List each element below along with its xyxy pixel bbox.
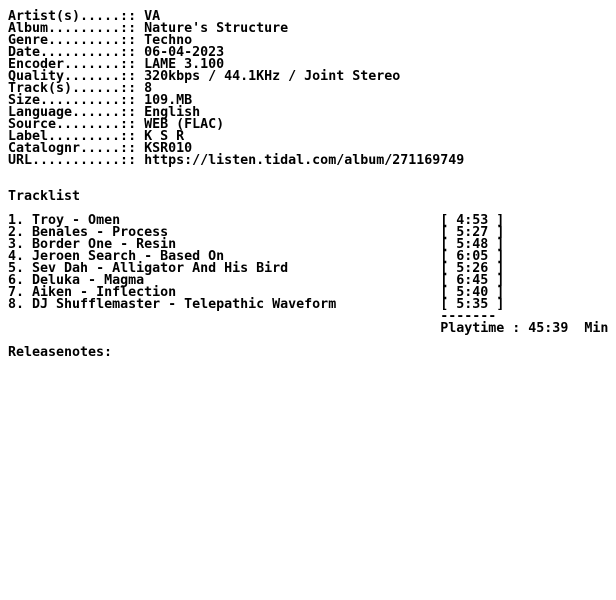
time-bracket-open: [	[440, 213, 457, 228]
track-time: 6:05	[456, 249, 489, 264]
track-title: Benales - Process	[32, 225, 169, 240]
track-time: 6:45	[456, 273, 489, 288]
track-time: 5:35	[456, 297, 489, 312]
time-bracket-close: ]	[488, 285, 505, 300]
info-value: 109.MB	[144, 93, 193, 108]
track-number: 6.	[8, 273, 25, 288]
time-bracket-open: [	[440, 237, 457, 252]
track-title: Sev Dah - Alligator And His Bird	[32, 261, 289, 276]
track-time: 5:48	[456, 237, 489, 252]
time-bracket-close: ]	[488, 225, 505, 240]
info-label: Artist(s).....::	[8, 9, 137, 24]
time-bracket-open: [	[440, 225, 457, 240]
track-title: Deluka - Magma	[32, 273, 145, 288]
info-value: 320kbps / 44.1KHz / Joint Stereo	[144, 69, 401, 84]
track-title: Aiken - Inflection	[32, 285, 177, 300]
info-label: Genre.........::	[8, 33, 137, 48]
info-value: LAME 3.100	[144, 57, 225, 72]
track-number: 4.	[8, 249, 25, 264]
time-bracket-close: ]	[488, 273, 505, 288]
info-label: Date..........::	[8, 45, 137, 60]
time-bracket-open: [	[440, 261, 457, 276]
info-value: 8	[144, 81, 153, 96]
info-label: URL...........::	[8, 153, 137, 168]
releasenotes-heading: Releasenotes:	[8, 345, 113, 360]
track-title: Jeroen Search - Based On	[32, 249, 225, 264]
info-label: Encoder.......::	[8, 57, 137, 72]
info-row	[8, 155, 608, 167]
track-number: 3.	[8, 237, 25, 252]
time-bracket-open: [	[440, 249, 457, 264]
track-time: 4:53	[456, 213, 489, 228]
playtime-row	[8, 323, 608, 335]
track-number: 2.	[8, 225, 25, 240]
time-bracket-open: [	[440, 273, 457, 288]
track-title: Border One - Resin	[32, 237, 177, 252]
info-label: Label.........::	[8, 129, 137, 144]
time-bracket-open: [	[440, 297, 457, 312]
track-time: 5:40	[456, 285, 489, 300]
time-bracket-close: ]	[488, 249, 505, 264]
info-label: Track(s)......::	[8, 81, 137, 96]
info-value: 06-04-2023	[144, 45, 225, 60]
info-value: WEB (FLAC)	[144, 117, 225, 132]
info-value[interactable]: https://listen.tidal.com/album/271169749	[144, 153, 465, 168]
time-bracket-close: ]	[488, 261, 505, 276]
tracklist	[8, 215, 608, 311]
track-number: 7.	[8, 285, 25, 300]
info-label: Quality.......::	[8, 69, 137, 84]
divider-line: -------	[440, 309, 497, 324]
track-number: 5.	[8, 261, 25, 276]
track-number: 8.	[8, 297, 25, 312]
info-value: KSR010	[144, 141, 193, 156]
track-time: 5:26	[456, 261, 489, 276]
info-label: Album.........::	[8, 21, 137, 36]
info-label: Size..........::	[8, 93, 137, 108]
nfo-text	[8, 11, 608, 359]
time-bracket-close: ]	[488, 237, 505, 252]
track-title: DJ Shufflemaster - Telepathic Waveform	[32, 297, 337, 312]
info-value: Techno	[144, 33, 193, 48]
playtime-value: 45:39	[528, 321, 569, 336]
playtime-label: Playtime :	[440, 321, 521, 336]
info-value: VA	[144, 9, 161, 24]
track-number: 1.	[8, 213, 25, 228]
time-bracket-close: ]	[488, 297, 505, 312]
info-value: Nature's Structure	[144, 21, 289, 36]
info-value: K S R	[144, 129, 185, 144]
time-bracket-close: ]	[488, 213, 505, 228]
track-title: Troy - Omen	[32, 213, 121, 228]
playtime-pad	[8, 321, 440, 336]
tracklist-heading: Tracklist	[8, 189, 81, 204]
info-label: Language......::	[8, 105, 137, 120]
track-time: 5:27	[456, 225, 489, 240]
info-value: English	[144, 105, 201, 120]
info-label: Source........::	[8, 117, 137, 132]
info-label: Catalognr.....::	[8, 141, 137, 156]
info-block	[8, 11, 608, 167]
time-bracket-open: [	[440, 285, 457, 300]
playtime-unit: Min	[584, 321, 609, 336]
